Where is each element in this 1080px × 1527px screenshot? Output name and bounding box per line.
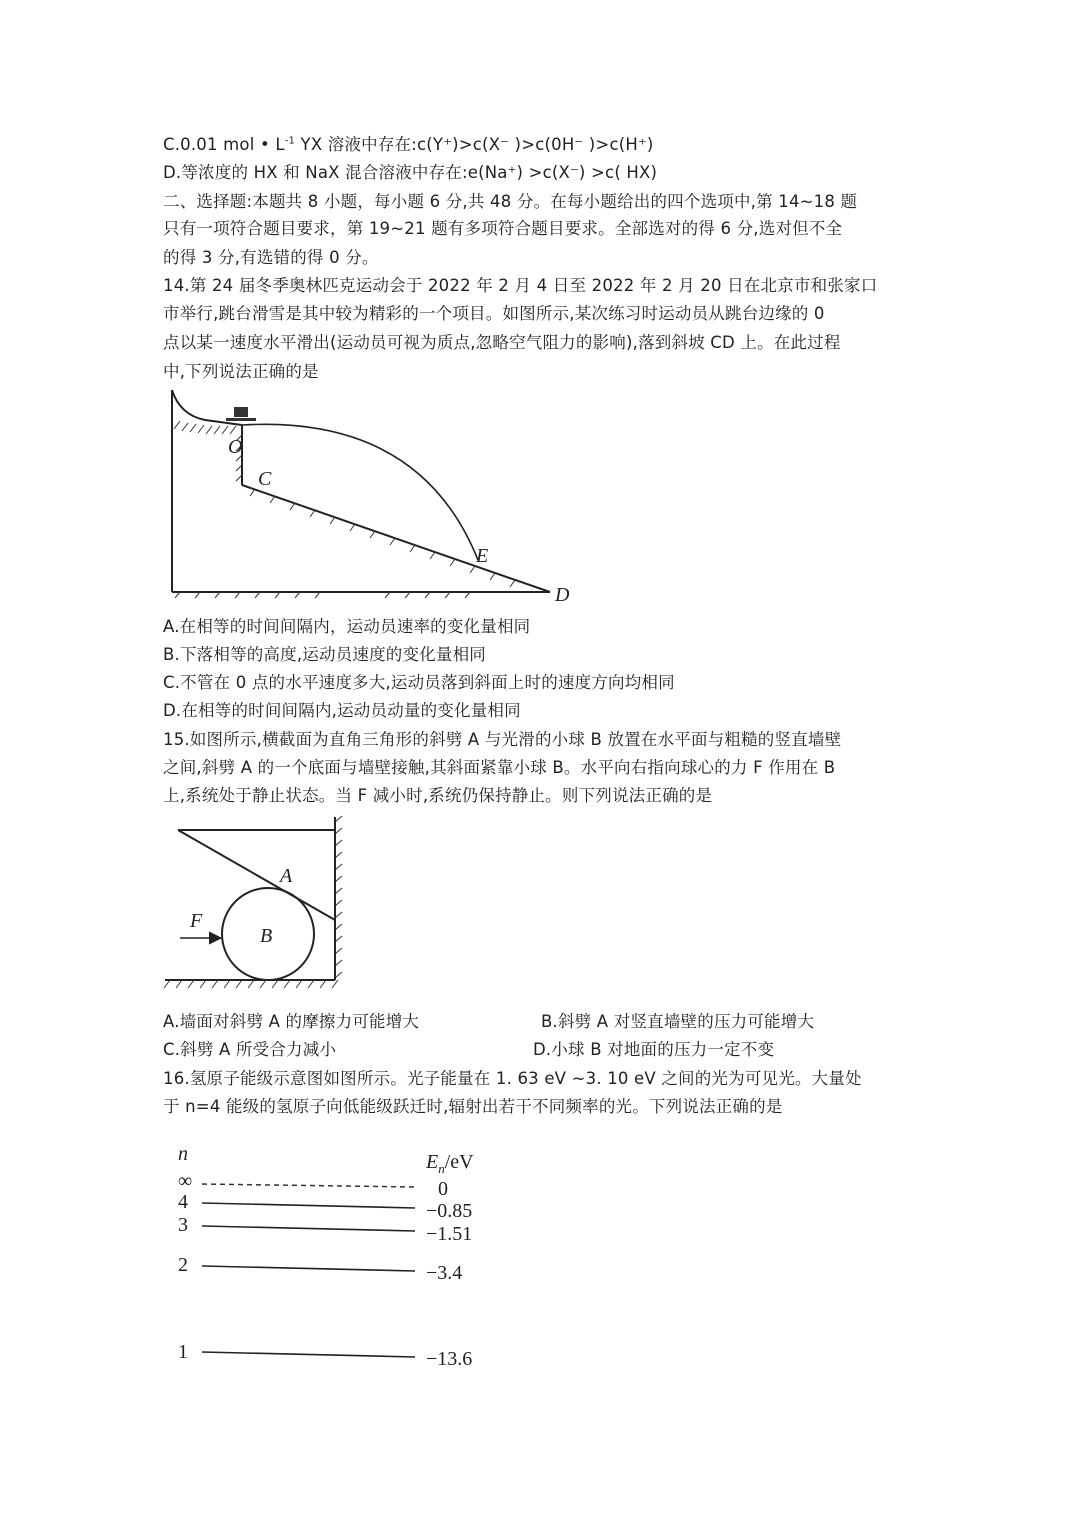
skier-icon	[226, 407, 256, 421]
level-n-label: 3	[178, 1214, 188, 1236]
point-o-label: O	[228, 436, 243, 458]
level-energy-label: −0.85	[426, 1200, 473, 1222]
q14-stem-line: 14.第 24 届冬季奥林匹克运动会于 2022 年 2 月 4 日至 2022 年 2 月 20 日在北京市和张家口	[163, 276, 878, 295]
wedge-a-label: A	[280, 865, 293, 887]
energy-level-line	[202, 1184, 415, 1187]
q15-stem-line: 上,系统处于静止状态。当 F 减小时,系统仍保持静止。则下列说法正确的是	[163, 786, 713, 805]
q15-stem-line: 之间,斜劈 A 的一个底面与墙壁接触,其斜面紧靠小球 B。水平向右指向球心的力 F 作用在 B	[163, 758, 836, 777]
q16-stem-line: 16.氢原子能级示意图如图所示。光子能量在 1. 63 eV ~3. 10 eV 之间的光为可见光。大量处	[163, 1069, 862, 1088]
q15-option-a: A.墙面对斜劈 A 的摩擦力可能增大	[163, 1012, 420, 1031]
level-n-label: 4	[178, 1191, 188, 1213]
energy-level-diagram	[170, 1140, 490, 1380]
q13-option-c: C.0.01 mol • $L^{-1}$ YX 溶液中存在:c(Y⁺)>c(X⁻ )>c(0H⁻ )>c(H⁺)	[163, 135, 654, 154]
point-c-label: C	[258, 468, 272, 490]
q16-stem-line: 于 n=4 能级的氢原子向低能级跃迁时,辐射出若干不同频率的光。下列说法正确的是	[163, 1097, 783, 1116]
q15-option-c: C.斜劈 A 所受合力减小	[163, 1040, 337, 1059]
section2-instructions-line: 二、选择题:本题共 8 小题，每小题 6 分,共 48 分。在每小题给出的四个选项中,第 14~18 题	[163, 192, 858, 211]
q14-stem-line: 中,下列说法正确的是	[163, 362, 319, 381]
level-n-label: ∞	[178, 1170, 193, 1192]
level-energy-label: −13.6	[426, 1348, 473, 1370]
q14-stem-line: 市举行,跳台滑雪是其中较为精彩的一个项目。如图所示,某次练习时运动员从跳台边缘的 0	[163, 304, 825, 323]
section2-instructions-line: 只有一项符合题目要求，第 19~21 题有多项符合题目要求。全部选对的得 6 分,选对但不全	[163, 219, 843, 238]
level-n-label: 2	[178, 1254, 188, 1276]
level-energy-label: −3.4	[426, 1262, 463, 1284]
wedge-ball-figure	[160, 812, 360, 1002]
level-energy-label: 0	[438, 1178, 448, 1200]
section2-instructions-line: 的得 3 分,有选错的得 0 分。	[163, 248, 379, 267]
energy-axis-label: $E_n/eV$	[426, 1151, 474, 1176]
energy-level-line	[202, 1266, 415, 1271]
point-d-label: D	[555, 584, 570, 606]
level-energy-label: −1.51	[426, 1223, 473, 1245]
q14-option-c: C.不管在 0 点的水平速度多大,运动员落到斜面上时的速度方向均相同	[163, 673, 675, 692]
point-e-label: E	[476, 545, 489, 567]
q15-option-b: B.斜劈 A 对竖直墙壁的压力可能增大	[541, 1012, 815, 1031]
force-f-label: F	[190, 910, 203, 932]
q15-stem-line: 15.如图所示,横截面为直角三角形的斜劈 A 与光滑的小球 B 放置在水平面与粗糙的竖直墙壁	[163, 730, 842, 749]
ball-b-label: B	[260, 925, 273, 947]
ski-jump-figure	[160, 385, 580, 610]
q14-option-a: A.在相等的时间间隔内，运动员速率的变化量相同	[163, 617, 531, 636]
q15-option-d: D.小球 B 对地面的压力一定不变	[533, 1040, 775, 1059]
q14-stem-line: 点以某一速度水平滑出(运动员可视为质点,忽略空气阻力的影响),落到斜坡 CD 上。在此过程	[163, 333, 841, 352]
q14-option-b: B.下落相等的高度,运动员速度的变化量相同	[163, 645, 487, 664]
n-axis-label: n	[178, 1143, 188, 1165]
energy-level-line	[202, 1352, 415, 1357]
q13-option-d: D.等浓度的 HX 和 NaX 混合溶液中存在:e(Na⁺) >c(X⁻) >c( HX)	[163, 163, 658, 182]
q14-option-d: D.在相等的时间间隔内,运动员动量的变化量相同	[163, 701, 521, 720]
level-n-label: 1	[178, 1341, 188, 1363]
energy-level-line	[202, 1226, 415, 1231]
energy-level-line	[202, 1203, 415, 1208]
